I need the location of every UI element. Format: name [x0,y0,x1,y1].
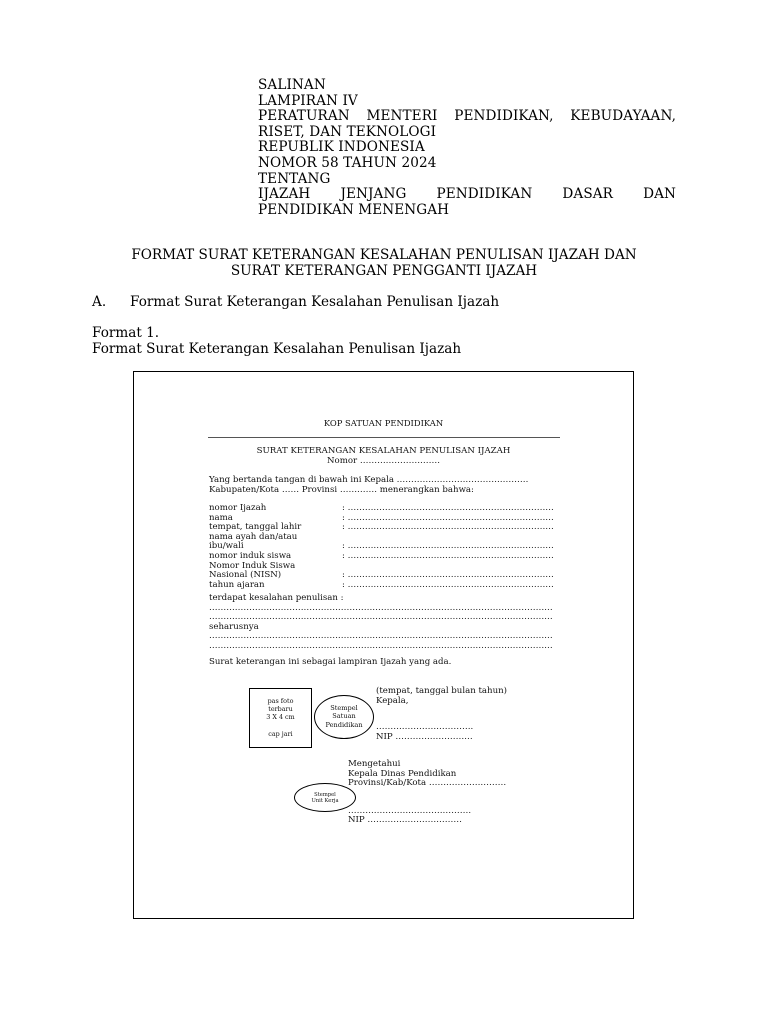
header-line: REPUBLIK INDONESIA [258,139,425,156]
header-line: LAMPIRAN IV [258,92,358,109]
sign-place-date: (tempat, tanggal bulan tahun) [376,686,508,696]
stamp-text: Stempel [314,792,336,798]
dotted-line: ………………………………………………………………………………………………………… [209,641,553,651]
field-value: : ……………………………………………………………… [342,570,554,581]
mengetahui-role: Provinsi/Kab/Kota ……………………… [348,778,507,789]
format-name: Format Surat Keterangan Kesalahan Penulisan Ijazah [92,341,462,357]
field-row [209,581,559,591]
section-a-heading [92,294,499,310]
school-stamp [314,695,374,739]
sign-name-line: ……………………………. [376,722,474,733]
photo-text: cap jari [268,730,293,738]
form-fields [209,504,559,590]
kop-divider [208,437,560,438]
field-value: : ……………………………………………………………… [342,550,554,561]
kesalahan-label: terdapat kesalahan penulisan : [209,593,344,603]
mengetahui-role: Kepala Dinas Pendidikan [348,768,457,779]
header-line: PERATURAN MENTERI PENDIDIKAN, KEBUDAYAAN, [258,108,676,125]
header-line: PENDIDIKAN MENENGAH [258,201,450,218]
header-line: NOMOR 58 TAHUN 2024 [258,154,437,171]
title-line-2: SURAT KETERANGAN PENGGANTI IJAZAH [230,263,538,279]
stamp-text: Satuan [332,712,356,721]
form-intro [209,476,559,495]
field-value: : ……………………………………………………………… [342,541,554,552]
header-line: TENTANG [258,170,331,187]
error-section [209,594,559,652]
seharusnya-label: seharusnya [209,621,259,632]
form-sample [134,372,633,918]
field-label: nama [209,512,233,523]
stamp-text: Unit Kerja [311,798,339,805]
field-label: ibu/wali [209,541,244,552]
stamp-text: Pendidikan [325,720,363,729]
mengetahui-name-line: ……………………………………. [348,805,472,816]
regulation-header [258,78,676,218]
form-nomor: Nomor ………………………. [327,456,440,466]
format-number: Format 1. [92,325,160,341]
dotted-line: ………………………………………………………………………………………………………… [209,603,553,613]
header-line: IJAZAH JENJANG PENDIDIKAN DASAR DAN [258,186,676,203]
field-value: : ……………………………………………………………… [342,503,554,513]
field-value: : ……………………………………………………………… [342,522,554,533]
field-value: : ……………………………………………………………… [342,579,554,590]
intro-line-2: Kabupaten/Kota …… Provinsi …………. menerangkan bahwa: [209,484,474,495]
mengetahui-label: Mengetahui [348,759,401,769]
sign-nip: NIP ……………………… [376,731,473,742]
unit-stamp [294,783,356,812]
intro-line-1: Yang bertanda tangan di bawah ini Kepala ………………………………………. [209,475,529,485]
mengetahui-nip: NIP …………………………… [348,815,462,826]
form-title: SURAT KETERANGAN KESALAHAN PENULISAN IJAZAH [256,446,511,456]
field-label: nomor induk siswa [209,550,292,561]
photo-text: 3 X 4 cm [266,713,295,721]
field-label: nama ayah dan/atau [209,531,298,542]
approval-signature-block [348,760,506,826]
principal-signature-block [376,687,507,742]
header-line: SALINAN [258,77,326,93]
photo-placeholder [249,688,312,748]
stamp-text: Stempel [330,704,358,712]
field-label: Nasional (NISN) [209,570,282,581]
lampiran-note: Surat keterangan ini sebagai lampiran Ijazah yang ada. [209,657,452,667]
kop-satuan: KOP SATUAN PENDIDIKAN [323,418,444,428]
sign-role: Kepala, [376,695,409,706]
header-line: RISET, DAN TEKNOLOGI [258,123,437,140]
title-line-1: FORMAT SURAT KETERANGAN KESALAHAN PENULISAN IJAZAH DAN [131,247,637,263]
form-sample-frame [133,371,634,919]
document-title [90,247,678,279]
field-label: nomor Ijazah [209,503,267,513]
dotted-line: ………………………………………………………………………………………………………… [209,613,553,623]
photo-text: terbaru [268,705,293,713]
field-value: : ……………………………………………………………… [342,512,554,523]
photo-text: pas foto [267,697,294,705]
field-label: tahun ajaran [209,579,265,590]
format-label [92,325,461,357]
dotted-line: ………………………………………………………………………………………………………… [209,632,553,642]
field-label: tempat, tanggal lahir [209,522,302,533]
section-letter: A. [92,294,107,310]
field-label: Nomor Induk Siswa [209,560,296,571]
section-text: Format Surat Keterangan Kesalahan Penulisan Ijazah [130,294,500,310]
